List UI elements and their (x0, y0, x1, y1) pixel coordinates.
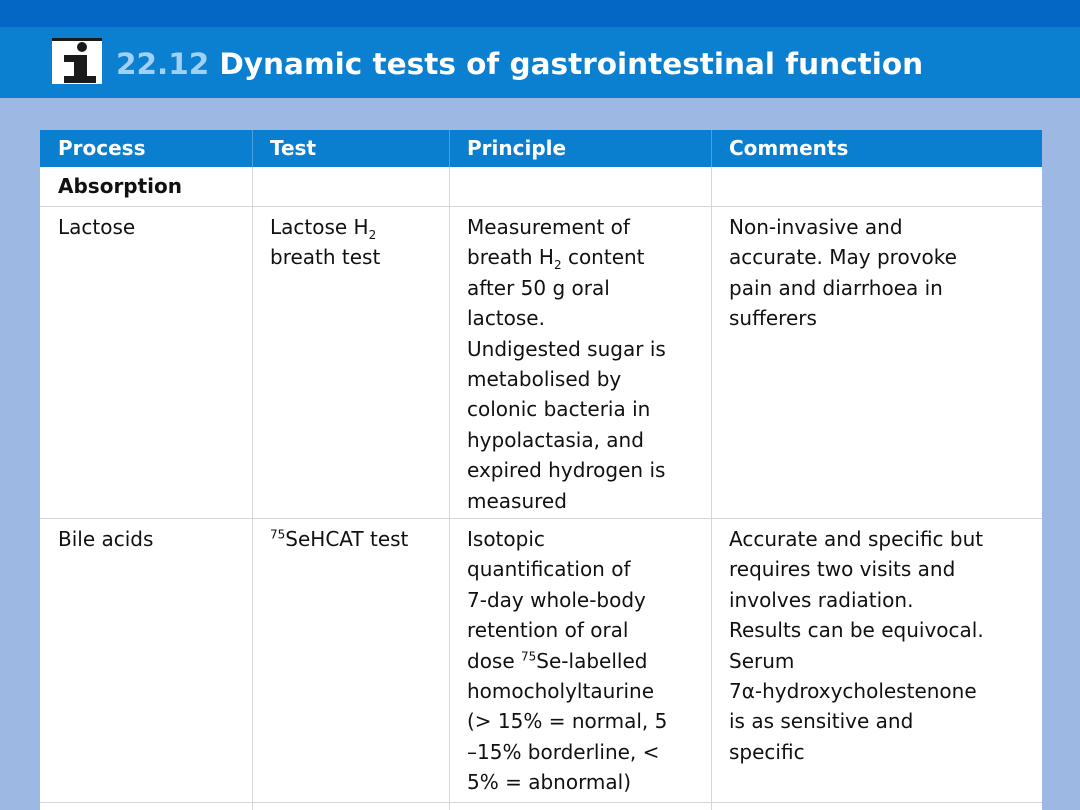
comment-line: sufferers (729, 306, 817, 331)
comment-line: involves radiation. (729, 587, 914, 612)
principle-text: Se-labelled (536, 648, 648, 673)
info-icon (52, 38, 102, 84)
principle-line: after 50 g oral (467, 275, 610, 300)
principle-line: colonic bacteria in (467, 397, 651, 422)
superscript: 75 (521, 648, 537, 663)
superscript: 75 (270, 527, 286, 542)
principle-text: content (561, 245, 645, 270)
principle-line (467, 242, 699, 272)
row-divider (40, 802, 1042, 803)
column-header-comments: Comments (729, 136, 849, 160)
principle-line: expired hydrogen is (467, 458, 666, 483)
subscript: 2 (553, 258, 562, 273)
principle-line: homocholyltaurine (467, 679, 655, 704)
section-number: 22.12 (116, 47, 210, 81)
test-line: breath test (270, 245, 381, 270)
process-name: Bile acids (58, 527, 154, 551)
principle-line: 5% = abnormal) (467, 770, 632, 795)
test-cell (252, 519, 449, 802)
header-divider (252, 130, 253, 167)
comment-line: requires two visits and (729, 557, 956, 582)
principle-line: 7-day whole-body (467, 587, 646, 612)
column-header-principle: Principle (467, 136, 567, 160)
principle-line: quantification of (467, 557, 631, 582)
table-row (40, 207, 1042, 518)
comment-line: specific (729, 739, 805, 764)
test-text: Lactose H (270, 215, 369, 239)
table-row (40, 519, 1042, 802)
principle-line: –15% borderline, < (467, 739, 660, 764)
comment-line: accurate. May provoke (729, 245, 957, 270)
principle-line: retention of oral (467, 618, 629, 643)
page-title (116, 42, 923, 86)
principle-line: metabolised by (467, 367, 622, 392)
test-cell (252, 207, 449, 518)
comment-line: Results can be equivocal. (729, 618, 984, 643)
section-label: Absorption (58, 174, 183, 198)
top-band (0, 0, 1080, 27)
section-row (40, 167, 1042, 206)
header-divider (711, 130, 712, 167)
principle-line: hypolactasia, and (467, 427, 644, 452)
comments-cell (711, 519, 1042, 802)
principle-cell (449, 207, 711, 518)
principle-line: Undigested sugar is (467, 336, 666, 361)
table-header-row (40, 130, 1042, 167)
process-name: Lactose (58, 215, 136, 239)
comment-line: Non-invasive and (729, 215, 903, 239)
principle-line (467, 646, 699, 676)
column-divider (711, 167, 712, 810)
comment-line: 7α-hydroxycholestenone (729, 679, 977, 704)
comment-line: Serum (729, 648, 795, 673)
principle-line: measured (467, 488, 567, 513)
process-cell (40, 519, 252, 802)
test-text: SeHCAT test (285, 527, 409, 551)
comment-line: Accurate and specific but (729, 527, 984, 551)
comment-line: pain and diarrhoea in (729, 275, 943, 300)
principle-text: dose (467, 648, 522, 673)
column-divider (252, 167, 253, 810)
column-header-test: Test (270, 136, 317, 160)
subscript: 2 (368, 228, 377, 242)
comments-cell (711, 207, 1042, 518)
header-divider (449, 130, 450, 167)
test-line (270, 212, 437, 242)
test-line (270, 524, 437, 554)
principle-line: Isotopic (467, 527, 545, 551)
process-cell (40, 207, 252, 518)
principle-line: lactose. (467, 306, 545, 331)
principle-line: (> 15% = normal, 5 (467, 709, 668, 734)
data-table (40, 130, 1042, 810)
title-text: Dynamic tests of gastrointestinal function (219, 47, 924, 81)
column-divider (449, 167, 450, 810)
comment-line: is as sensitive and (729, 709, 914, 734)
principle-cell (449, 519, 711, 802)
column-header-process: Process (58, 136, 146, 160)
principle-line: Measurement of (467, 215, 630, 239)
principle-text: breath H (467, 245, 554, 270)
